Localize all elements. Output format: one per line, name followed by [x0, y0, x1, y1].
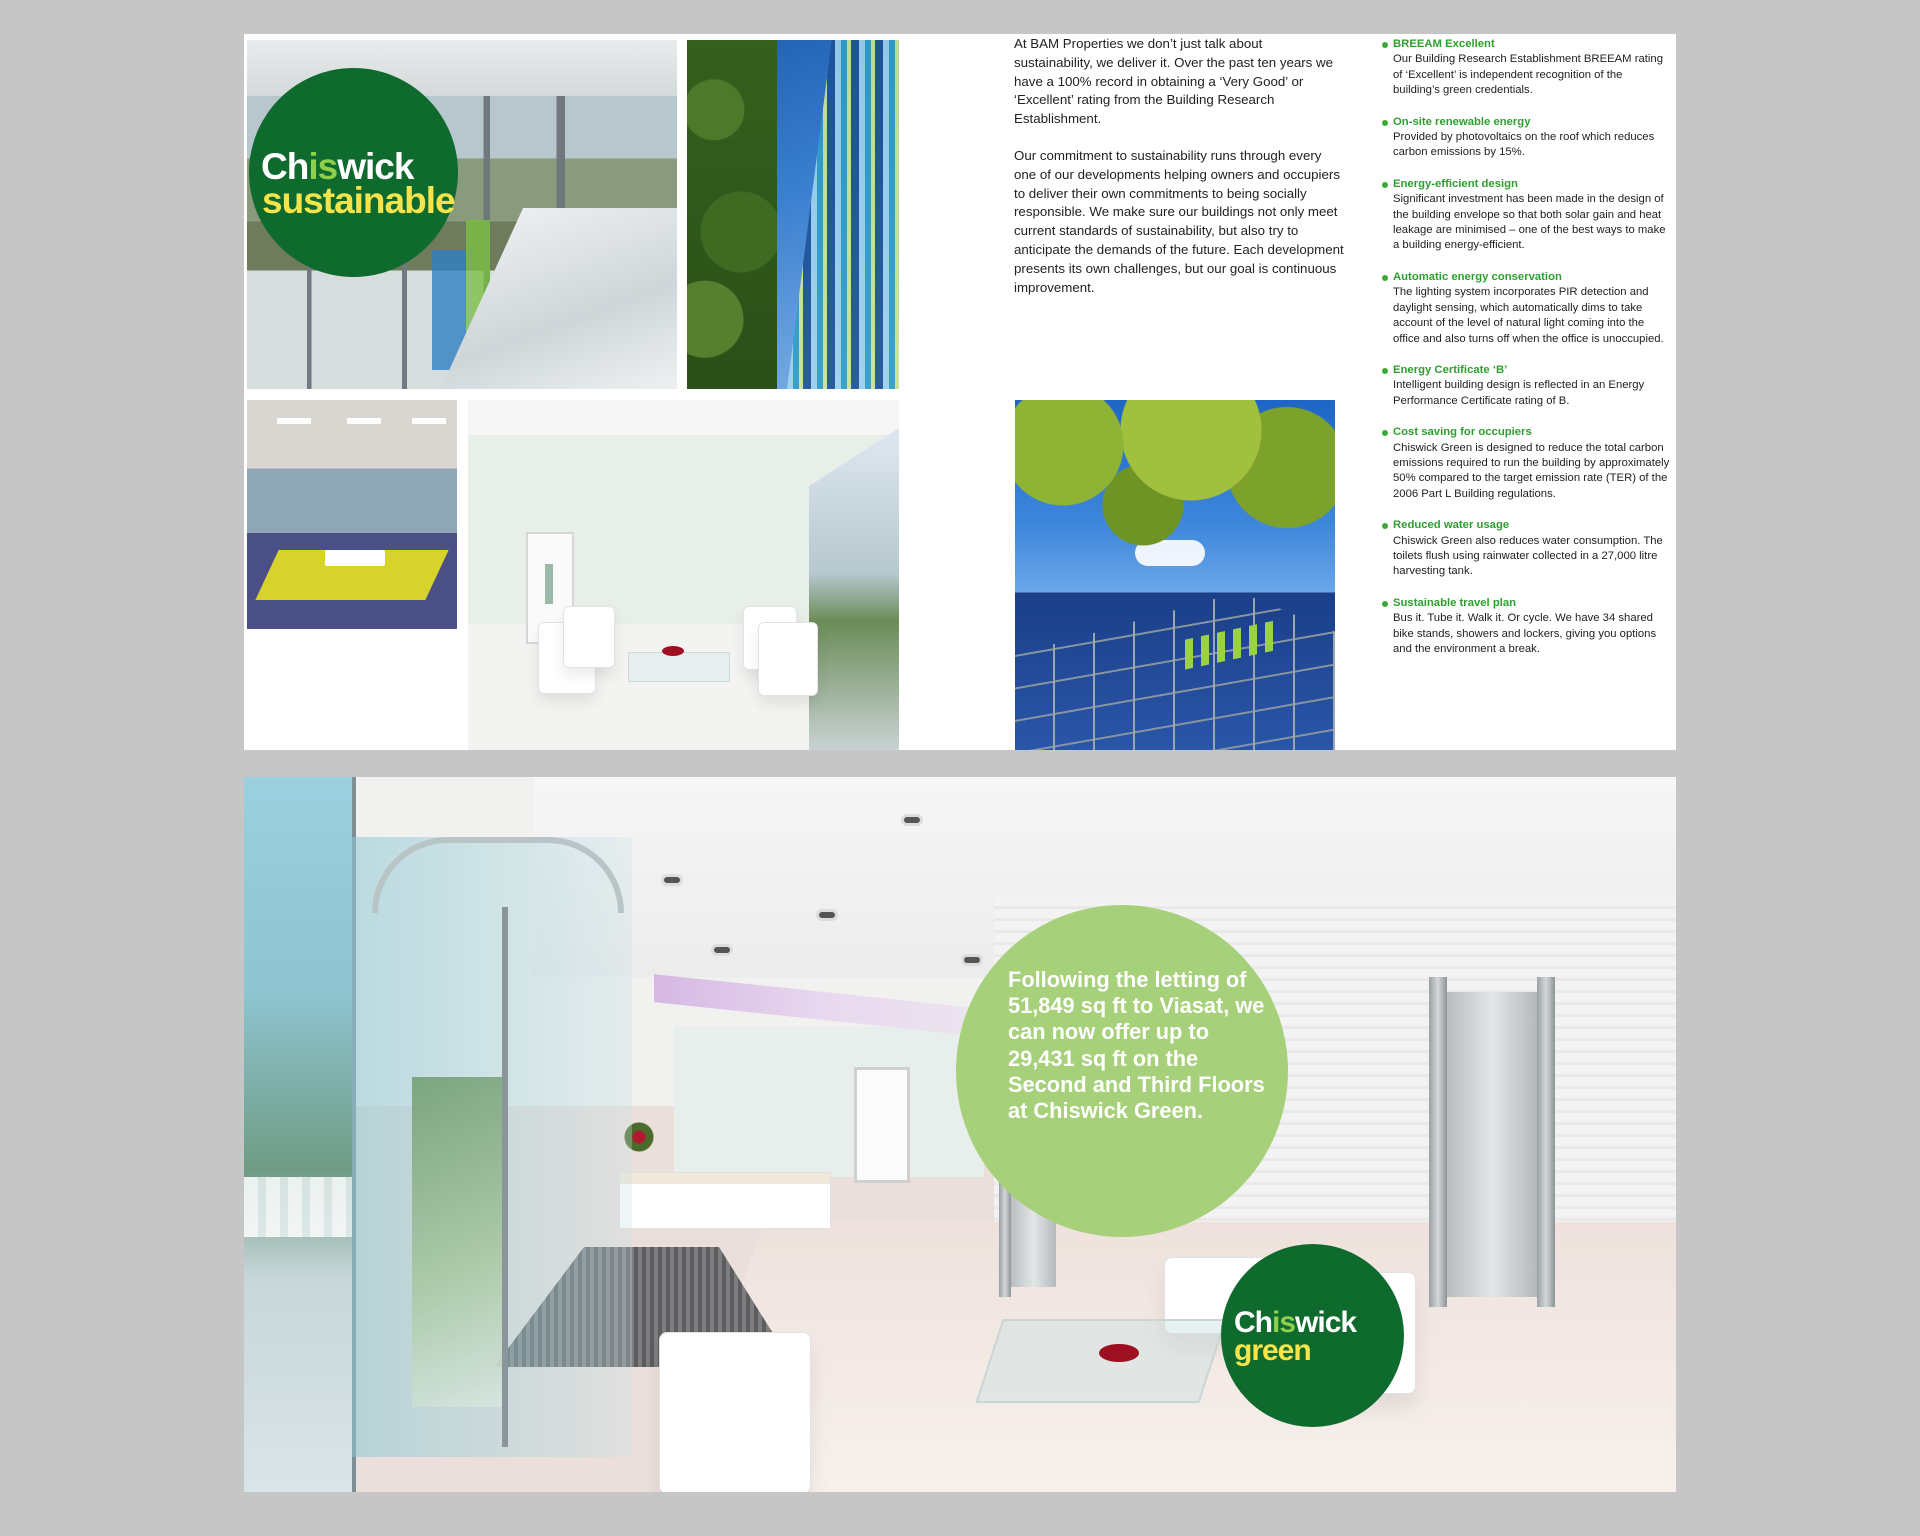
- logo-line-chiswick: Chiswick: [261, 146, 414, 187]
- feature-energy-efficient-design: [1382, 177, 1672, 254]
- feature-title: Cost saving for occupiers: [1393, 426, 1532, 439]
- feature-body: Our Building Research Establishment BREEAM rating of ‘Excellent’ is independent recognition of the building’s green credentials.: [1393, 53, 1663, 97]
- letting-callout-circle: [956, 905, 1288, 1237]
- logo-line-chiswick: Chiswick: [1234, 1306, 1357, 1339]
- feature-energy-certificate: [1382, 363, 1672, 409]
- feature-body: Provided by photovoltaics on the roof which reduces carbon emissions by 15%.: [1393, 131, 1655, 159]
- feature-title: BREEAM Excellent: [1393, 38, 1495, 50]
- intro-paragraph: At BAM Properties we don’t just talk about sustainability, we deliver it. Over the past ten years we have a 100% record in obtaining a ‘Very Good’ or ‘Excellent’ rating from the Building Research Establishment.: [1014, 36, 1334, 127]
- lobby-spread: [244, 777, 1676, 1492]
- bullet-dot-icon: [1382, 368, 1388, 374]
- bullet-dot-icon: [1382, 182, 1388, 188]
- sustainability-spread: [244, 34, 1676, 750]
- feature-title: Reduced water usage: [1393, 519, 1510, 532]
- feature-title: Energy-efficient design: [1393, 177, 1518, 190]
- feature-title: Energy Certificate ‘B’: [1393, 363, 1508, 376]
- meeting-room-photo: [247, 400, 457, 629]
- feature-title: Sustainable travel plan: [1393, 596, 1517, 609]
- feature-body: Chiswick Green is designed to reduce the total carbon emissions required to run the building by approximately 50% compared to the target emission rate (TER) of the 2006 Part L Building regulations.: [1393, 441, 1670, 500]
- facade-fins-photo: [687, 40, 899, 389]
- bullet-dot-icon: [1382, 523, 1388, 529]
- feature-title: On-site renewable energy: [1393, 115, 1531, 128]
- feature-cost-saving: [1382, 425, 1672, 502]
- chiswick-green-logo: [1221, 1244, 1404, 1427]
- feature-renewable-energy: [1382, 115, 1672, 161]
- lobby-seating-photo: [468, 400, 899, 750]
- intro-text: [1014, 35, 1344, 315]
- feature-body: Chiswick Green also reduces water consumption. The toilets flush using rainwater collected in a 27,000 litre harvesting tank.: [1393, 534, 1663, 578]
- bullet-dot-icon: [1382, 601, 1388, 607]
- logo-line-green: green: [1234, 1334, 1311, 1367]
- lobby-entrance-photo: [244, 777, 1676, 1492]
- feature-title: Automatic energy conservation: [1393, 270, 1562, 283]
- window-corridor-photo: [247, 40, 677, 389]
- chiswick-sustainable-logo: [249, 68, 458, 277]
- feature-body: Bus it. Tube it. Walk it. Or cycle. We have 34 shared bike stands, showers and lockers, giving you options and the environment a break.: [1393, 612, 1657, 655]
- bullet-dot-icon: [1382, 120, 1388, 126]
- tree-sky-building-photo: [1015, 400, 1335, 750]
- feature-body: The lighting system incorporates PIR detection and daylight sensing, which automatically dims to take account of the level of natural light coming into the office and also turns off when the office is unoccupied.: [1393, 286, 1664, 345]
- bullet-dot-icon: [1382, 275, 1388, 281]
- feature-body: Intelligent building design is reflected in an Energy Performance Certificate rating of B.: [1393, 379, 1645, 407]
- letting-callout-text: Following the letting of 51,849 sq ft to Viasat, we can now offer up to 29,431 sq ft on the Second and Third Floors at Chiswick Green.: [1008, 967, 1265, 1124]
- logo-line-sustainable: sustainable: [262, 180, 455, 221]
- feature-body: Significant investment has been made in the design of the building envelope so that both solar gain and heat leakage are minimised – one of the best ways to make a building energy-efficient.: [1393, 193, 1666, 252]
- sustainability-features-list: [1382, 37, 1672, 673]
- intro-paragraph: Our commitment to sustainability runs through every one of our developments helping owners and occupiers to deliver their own commitments to being socially responsible. We make sure our buildings not only meet current standards of sustainability, but also try to anticipate the demands of the future. Each development presents its own challenges, but our goal is continuous improvement.: [1014, 147, 1344, 295]
- feature-breeam: [1382, 37, 1672, 99]
- feature-water-usage: [1382, 518, 1672, 580]
- bullet-dot-icon: [1382, 42, 1388, 48]
- bullet-dot-icon: [1382, 430, 1388, 436]
- feature-travel-plan: [1382, 596, 1672, 658]
- feature-energy-conservation: [1382, 270, 1672, 347]
